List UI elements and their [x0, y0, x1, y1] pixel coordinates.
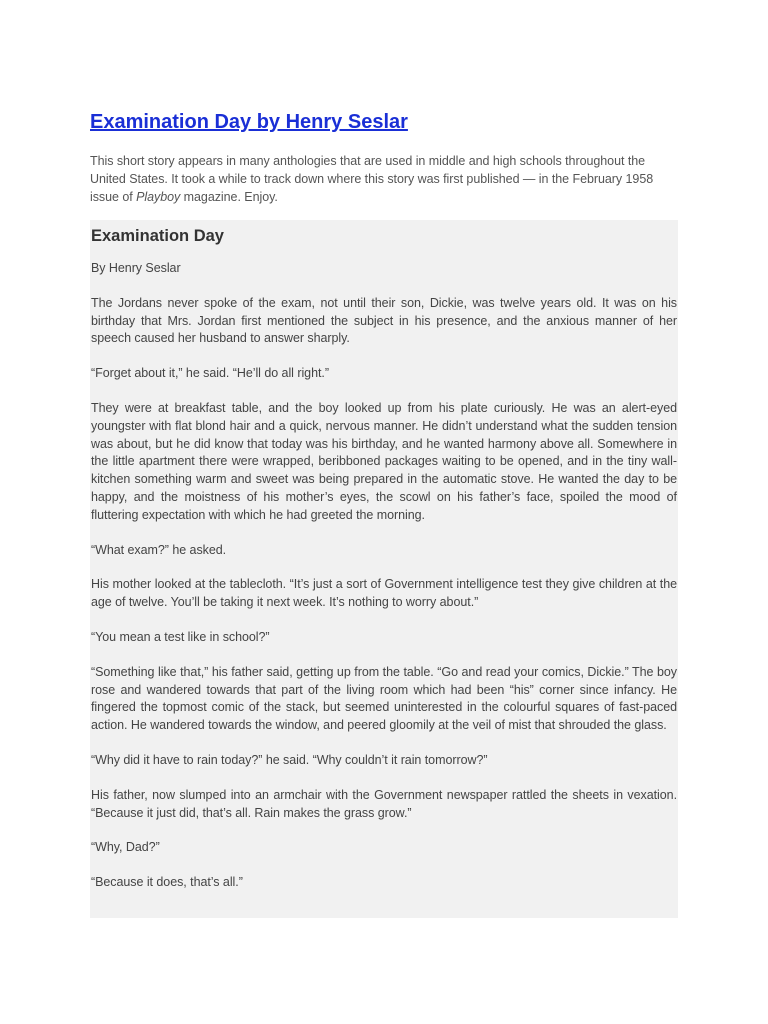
story-paragraph: They were at breakfast table, and the boy looked up from his plate curiously. He was an alert-eyed youngster with flat blond hair and a quick, nervous manner. He didn’t understand what the sudden tension was about, but he did know that today was his birthday, and he wanted harmony above all. Somewhere in the little apartment there were wrapped, beribboned packages waiting to be opened, and in the tiny wall-kitchen something warm and sweet was being prepared in the automatic stove. He wanted the day to be happy, and the moistness of his mother’s eyes, the scowl on his father’s face, spoiled the mood of fluttering expectation with which he had greeted the morning.	[91, 400, 677, 522]
story-paragraph: “Why, Dad?”	[91, 840, 160, 855]
story-excerpt-box	[90, 220, 678, 918]
story-paragraph: “Why did it have to rain today?” he said. “Why couldn’t it rain tomorrow?”	[91, 752, 488, 767]
story-paragraph: “You mean a test like in school?”	[91, 629, 270, 644]
story-byline: By Henry Seslar	[91, 261, 181, 275]
story-paragraph: His mother looked at the tablecloth. “It’s just a sort of Government intelligence test they give children at the age of twelve. You’ll be taking it next week. It’s nothing to worry about.”	[91, 577, 677, 610]
story-paragraph: The Jordans never spoke of the exam, not until their son, Dickie, was twelve years old. It was on his birthday that Mrs. Jordan first mentioned the subject in his presence, and the anxious manner of her speech caused her husband to answer sharply.	[91, 295, 677, 346]
intro-magazine-name: Playboy	[136, 190, 181, 204]
story-paragraph: “Something like that,” his father said, getting up from the table. “Go and read your comics, Dickie.” The boy rose and wandered towards that part of the living room which had been “his” corner since infancy. He fingered the topmost comic of the stack, but seemed uninterested in the colourful squares of fast-paced action. He wandered towards the window, and peered gloomily at the veil of mist that shrouded the glass.	[91, 664, 677, 733]
intro-text-end: magazine. Enjoy.	[180, 190, 278, 204]
story-heading: Examination Day	[91, 227, 224, 245]
story-paragraph: “Because it does, that’s all.”	[91, 875, 243, 890]
story-paragraph: His father, now slumped into an armchair with the Government newspaper rattled the sheets in vexation. “Because it just did, that’s all. Rain makes the grass grow.”	[91, 787, 677, 820]
article-title-link[interactable]: Examination Day by Henry Seslar	[90, 111, 408, 133]
story-paragraph: “Forget about it,” he said. “He’ll do all right.”	[91, 366, 329, 381]
intro-text-start: This short story appears in many anthologies that are used in middle and high schools throughout the United States. It took a while to track down where this story was first published — in the February 1958 issue of	[90, 154, 654, 204]
article-intro	[90, 152, 678, 206]
story-paragraph: “What exam?” he asked.	[91, 542, 227, 557]
